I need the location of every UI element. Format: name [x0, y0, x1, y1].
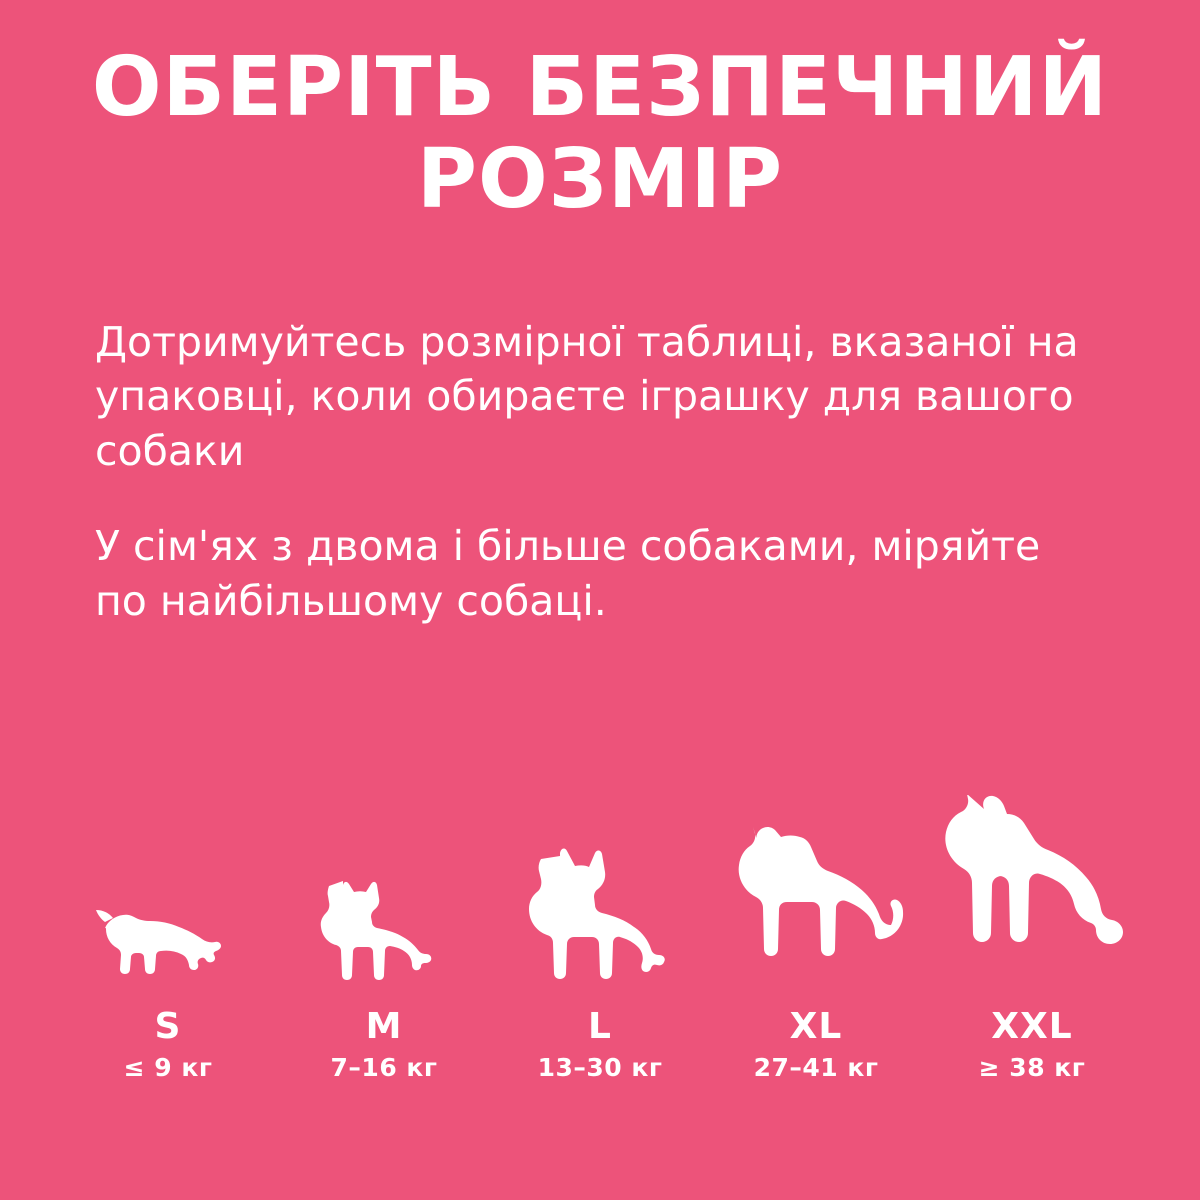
dog-silhouette-xxlarge-icon	[940, 785, 1125, 995]
page-title-line-1: ОБЕРІТЬ БЕЗПЕЧНИЙ	[91, 40, 1109, 135]
size-weight: 13–30 кг	[537, 1053, 663, 1082]
size-item-m	[276, 785, 492, 1080]
body-paragraph-1: Дотримуйтесь розмірної таблиці, вказаної на упаковці, коли обираєте іграшку для вашого собаки	[95, 317, 1079, 475]
body-copy	[0, 226, 1200, 629]
size-item-xl	[708, 785, 924, 1080]
size-label: M	[365, 1006, 403, 1047]
size-label: XXL	[991, 1006, 1073, 1047]
page-title	[0, 0, 1200, 226]
size-weight: ≤ 9 кг	[123, 1053, 213, 1082]
size-label: S	[154, 1006, 182, 1047]
page-title-line-2: РОЗМІР	[416, 131, 784, 227]
dog-silhouette-medium-icon	[309, 785, 459, 995]
size-weight: 27–41 кг	[753, 1053, 879, 1082]
size-item-xxl	[924, 785, 1140, 1080]
size-weight: ≥ 38 кг	[978, 1053, 1086, 1082]
dog-silhouette-large-icon	[520, 785, 680, 995]
body-paragraph-2: У сім'ях з двома і більше собаками, міряйте по найбільшому собаці.	[95, 522, 1041, 625]
size-label: L	[588, 1006, 612, 1047]
size-chart	[0, 785, 1200, 1080]
size-label: XL	[789, 1006, 843, 1047]
dog-silhouette-small-icon	[93, 785, 243, 995]
size-item-s	[60, 785, 276, 1080]
size-item-l	[492, 785, 708, 1080]
size-weight: 7–16 кг	[330, 1053, 438, 1082]
dog-silhouette-xlarge-icon	[729, 785, 904, 995]
